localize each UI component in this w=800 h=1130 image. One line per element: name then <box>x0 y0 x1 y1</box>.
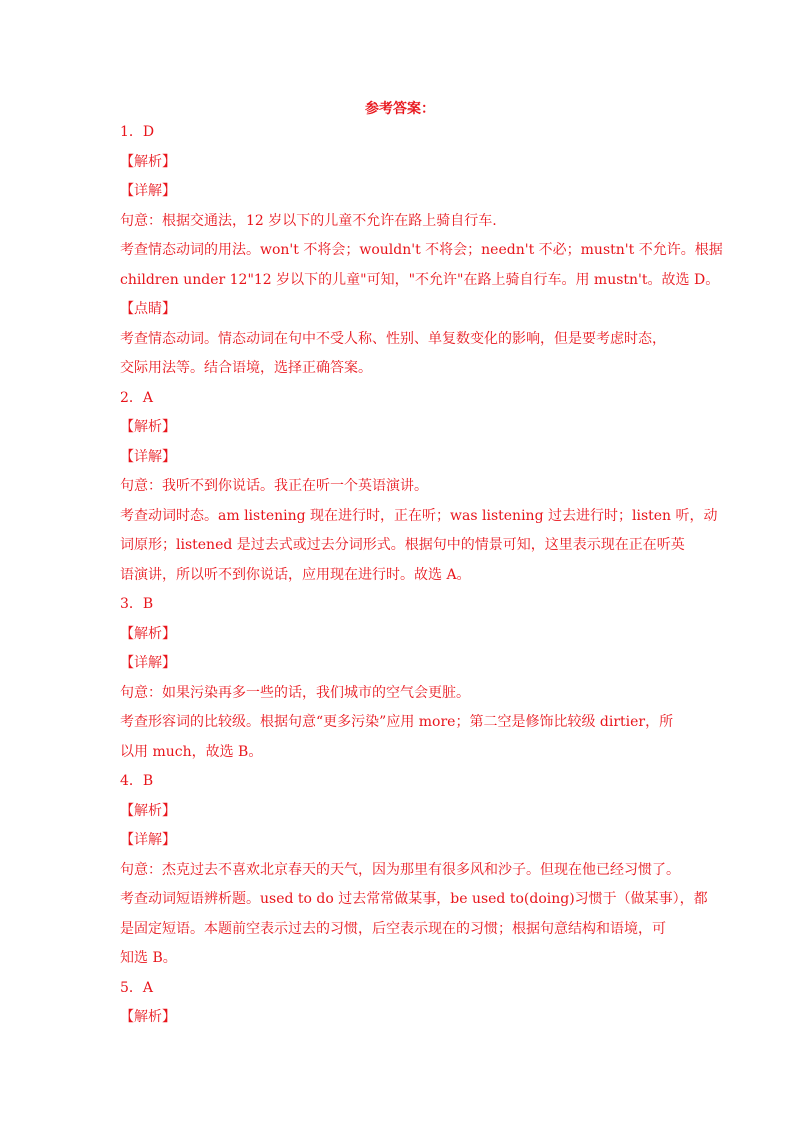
explanation-line: 是固定短语。本题前空表示过去的习惯，后空表示现在的习惯；根据句意结构和语境，可 <box>120 920 666 937</box>
explanation-line: children under 12"12 岁以下的儿童"可知，"不允许"在路上骑自行车。用 mustn't。故选 D。 <box>120 271 720 288</box>
explanation-line: 交际用法等。结合语境，选择正确答案。 <box>120 360 372 376</box>
detail-heading: 【详解】 <box>120 832 176 848</box>
answer-number-4: 4．B <box>120 773 154 789</box>
explanation-line: 知选 B。 <box>120 950 177 966</box>
analysis-heading: 【解析】 <box>120 419 176 435</box>
explanation-line: 词原形；listened 是过去式或过去分词形式。根据句中的情景可知，这里表示现在正在听英 <box>120 537 685 553</box>
explanation-line: 考查动词时态。am listening 现在进行时，正在听；was listening 过去进行时；listen 听，动 <box>120 507 718 524</box>
analysis-heading: 【解析】 <box>120 802 176 819</box>
answer-content <box>120 118 723 1033</box>
explanation-line: 句意：杰克过去不喜欢北京春天的天气，因为那里有很多风和沙子。但现在他已经习惯了。 <box>120 861 680 878</box>
comment-heading: 【点睛】 <box>120 301 176 317</box>
analysis-heading: 【解析】 <box>120 153 176 170</box>
explanation-line: 句意：如果污染再多一些的话，我们城市的空气会更脏。 <box>120 684 470 701</box>
detail-heading: 【详解】 <box>120 183 176 199</box>
explanation-line: 语演讲，所以听不到你说话，应用现在进行时。故选 A。 <box>120 566 471 583</box>
answer-number-3: 3．B <box>120 596 154 612</box>
explanation-line: 考查情态动词。情态动词在句中不受人称、性别、单复数变化的影响，但是要考虑时态， <box>120 330 666 347</box>
analysis-heading: 【解析】 <box>120 1009 176 1025</box>
answer-number-5: 5．A <box>120 979 154 996</box>
explanation-line: 考查形容词的比较级。根据句意“更多污染”应用 more；第二空是修饰比较级 dirtier，所 <box>120 714 674 730</box>
explanation-line: 句意：我听不到你说话。我正在听一个英语演讲。 <box>120 478 428 494</box>
explanation-line: 句意：根据交通法，12 岁以下的儿童不允许在路上骑自行车. <box>120 212 497 229</box>
answer-number-1: 1．D <box>120 124 155 140</box>
detail-heading: 【详解】 <box>120 448 176 465</box>
explanation-line: 考查情态动词的用法。won't 不将会；wouldn't 不将会；needn't 不必；mustn't 不允许。根据 <box>120 242 723 258</box>
page-title: 参考答案： <box>365 101 435 117</box>
answer-number-2: 2．A <box>120 389 154 406</box>
explanation-line: 考查动词短语辨析题。used to do 过去常常做某事，be used to(doing)习惯于（做某事），都 <box>120 891 708 907</box>
analysis-heading: 【解析】 <box>120 625 176 642</box>
detail-heading: 【详解】 <box>120 655 176 671</box>
explanation-line: 以用 much，故选 B。 <box>120 743 263 760</box>
